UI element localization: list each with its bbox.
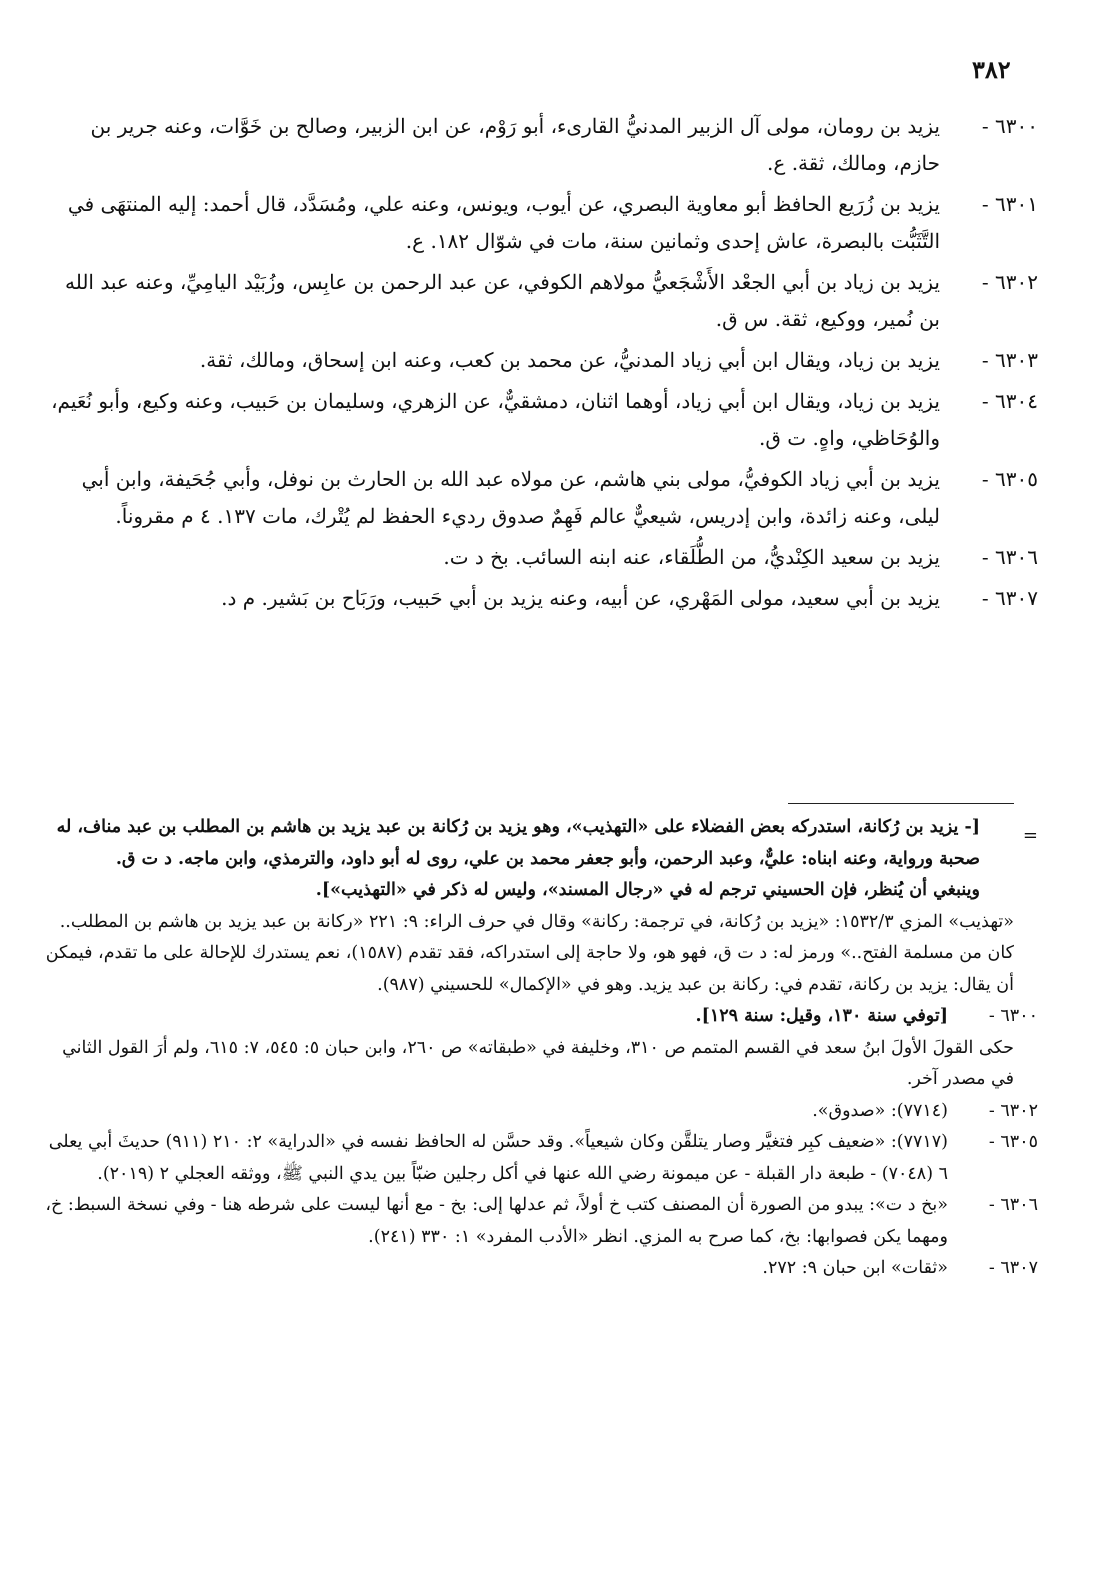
footnote-6302 (40, 1096, 1038, 1128)
footnotes-section (40, 812, 1038, 1285)
entry-number: ٦٣٠٦ - (981, 545, 1038, 569)
footnote-text: «ثقات» ابن حبان ٩: ٢٧٢. (762, 1258, 948, 1278)
footnote-text: (٧٧١٤): «صدوق». (812, 1100, 948, 1121)
footnote-6305 (40, 1127, 1038, 1190)
entry-6304 (38, 383, 1038, 457)
entry-number: ٦٣٠٥ - (981, 467, 1038, 491)
footnote-text: [توفي سنة ١٣٠، وقيل: سنة ١٢٩]. (695, 1006, 948, 1026)
entry-text: يزيد بن زياد، ويقال ابن أبي زياد المدنيُّ، عن محمد بن كعب، وعنه ابن إسحاق، ومالك، ثقة. (199, 348, 940, 372)
entry-text: يزيد بن زياد بن أبي الجعْد الأَشْجَعيُّ مولاهم الكوفي، عن عبد الرحمن بن عابِس، وزُبَيْد اليامِيِّ، وعنه عبد الله بن نُمير، ووكيع، ثقة. س ق. (64, 270, 940, 331)
footnote-6307 (40, 1253, 1038, 1285)
footnote-6306 (40, 1190, 1038, 1253)
bracket-note-2: وينبغي أن يُنظر، فإن الحسيني ترجم له في «رجال المسند»، وليس له ذكر في «التهذيب»]. (315, 880, 980, 900)
entry-6301 (38, 186, 1038, 260)
entry-number: ٦٣٠٢ - (981, 270, 1038, 294)
footnote-number: ٦٣٠٦ - (988, 1195, 1038, 1215)
footnote-text: «بخ د ت»: يبدو من الصورة أن المصنف كتب خ أولاً، ثم عدلها إلى: بخ - مع أنها ليست على شرطه هنا - وفي نسخة السبط: خ، ومهما يكن فصوابها: بخ، كما صرح به المزي. انظر «الأدب المفرد» ١: ٣٣٠ (٢٤١). (45, 1195, 948, 1247)
entry-text: يزيد بن سعيد الكِنْديُّ، من الطُّلَقاء، عنه ابنه السائب. بخ د ت. (443, 545, 940, 569)
footnote-number: ٦٣٠٠ - (988, 1006, 1038, 1026)
main-entries (38, 108, 1038, 621)
footnote-number: ٦٣٠٥ - (988, 1132, 1038, 1152)
footnote-6300 (40, 1001, 1038, 1033)
entry-text: يزيد بن أبي زياد الكوفيُّ، مولى بني هاشم، عن مولاه عبد الله بن الحارث بن نوفل، وأبي جُحَيفة، وابن أبي ليلى، وعنه زائدة، وابن إدريس، شيعيٌّ عالم فَهِمٌ صدوق رديء الحفظ لم يُتْرك، مات ١٣٧. ٤ م مقروناً. (81, 467, 940, 528)
entry-text: يزيد بن زياد، ويقال ابن أبي زياد، أوهما اثنان، دمشقيٌّ، عن الزهري، وسليمان بن حَبيب، وعنه وكيع، وأبو نُعَيم، والوُحَاظي، واهٍ. ت ق. (51, 389, 940, 450)
entry-6300 (38, 108, 1038, 182)
continuation-mark: = (1022, 825, 1038, 846)
footnote-number: ٦٣٠٧ - (988, 1258, 1038, 1278)
entry-number: ٦٣٠١ - (981, 192, 1038, 216)
reference-note: «تهذيب» المزي ١٥٣٢/٣: «يزيد بن رُكانة، في ترجمة: ركانة» وقال في حرف الراء: ٩: ٢٢١ «ركانة بن عبد يزيد بن هاشم بن المطلب.. كان من مسلمة الفتح..» ورمز له: د ت ق، فهو هو، ولا حاجة إلى استدراكه، فقد تقدم (١٥٨٧)، نعم يستدرك للإحالة على ما تقدم، فيمكن أن يقال: يزيد بن ركانة، تقدم في: ركانة بن عبد يزيد. وهو في «الإكمال» للحسيني (٩٨٧). (45, 911, 1014, 995)
entry-number: ٦٣٠٠ - (981, 114, 1038, 138)
entry-6302 (38, 264, 1038, 338)
entry-6306 (38, 539, 1038, 576)
entry-number: ٦٣٠٣ - (981, 348, 1038, 372)
footnote-number: ٦٣٠٢ - (988, 1100, 1038, 1121)
bracket-note: [- يزيد بن رُكانة، استدركه بعض الفضلاء على «التهذيب»، وهو يزيد بن رُكانة بن عبد يزيد بن هاشم بن المطلب بن عبد مناف، له صحبة ورواية، وعنه ابناه: عليٌّ، وعبد الرحمن، وأبو جعفر محمد بن علي، روى له أبو داود، والترمذي، وابن ماجه. د ت ق. (56, 817, 980, 869)
entry-text: يزيد بن زُرَيع الحافظ أبو معاوية البصري، عن أيوب، ويونس، وعنه علي، ومُسَدَّد، قال أحمد: إليه المنتهَى في التَّثَبُّت بالبصرة، عاش إحدى وثمانين سنة، مات في شوّال ١٨٢. ع. (67, 192, 940, 253)
entry-number: ٦٣٠٧ - (981, 586, 1038, 610)
footnote-continuation: حكى القولَ الأولَ ابنُ سعد في القسم المتمم ص ٣١٠، وخليفة في «طبقاته» ص ٢٦٠، وابن حبان ٥: ٥٤٥، ٧: ٦١٥، ولم أرَ القول الثاني في مصدر آخر. (62, 1037, 1014, 1089)
page-number: ٣٨٢ (972, 55, 1011, 84)
footnote-text: (٧٧١٧): «ضعيف كبِر فتغيَّر وصار يتلقَّن وكان شيعياً». وقد حسَّن له الحافظ نفسه في «الدراية» ٢: ٢١٠ (٩١١) حديثَ أبي يعلى ٦ (٧٠٤٨) - طبعة دار القبلة - عن ميمونة رضي الله عنها في أكل رجلين ضبّاً بين يدي النبي ﷺ، ووثقه العجلي ٢ (٢٠١٩). (48, 1132, 948, 1184)
entry-text: يزيد بن رومان، مولى آل الزبير المدنيُّ القارىء، أبو رَوْم، عن ابن الزبير، وصالح بن خَوَّات، وعنه جرير بن حازم، ومالك، ثقة. ع. (90, 114, 940, 175)
entry-number: ٦٣٠٤ - (981, 389, 1038, 413)
entry-text: يزيد بن أبي سعيد، مولى المَهْري، عن أبيه، وعنه يزيد بن أبي حَبيب، ورَبَاح بن بَشير. م د. (221, 586, 940, 610)
entry-6305 (38, 461, 1038, 535)
entry-6303 (38, 342, 1038, 379)
entry-6307 (38, 580, 1038, 617)
footnote-divider (788, 803, 1014, 804)
